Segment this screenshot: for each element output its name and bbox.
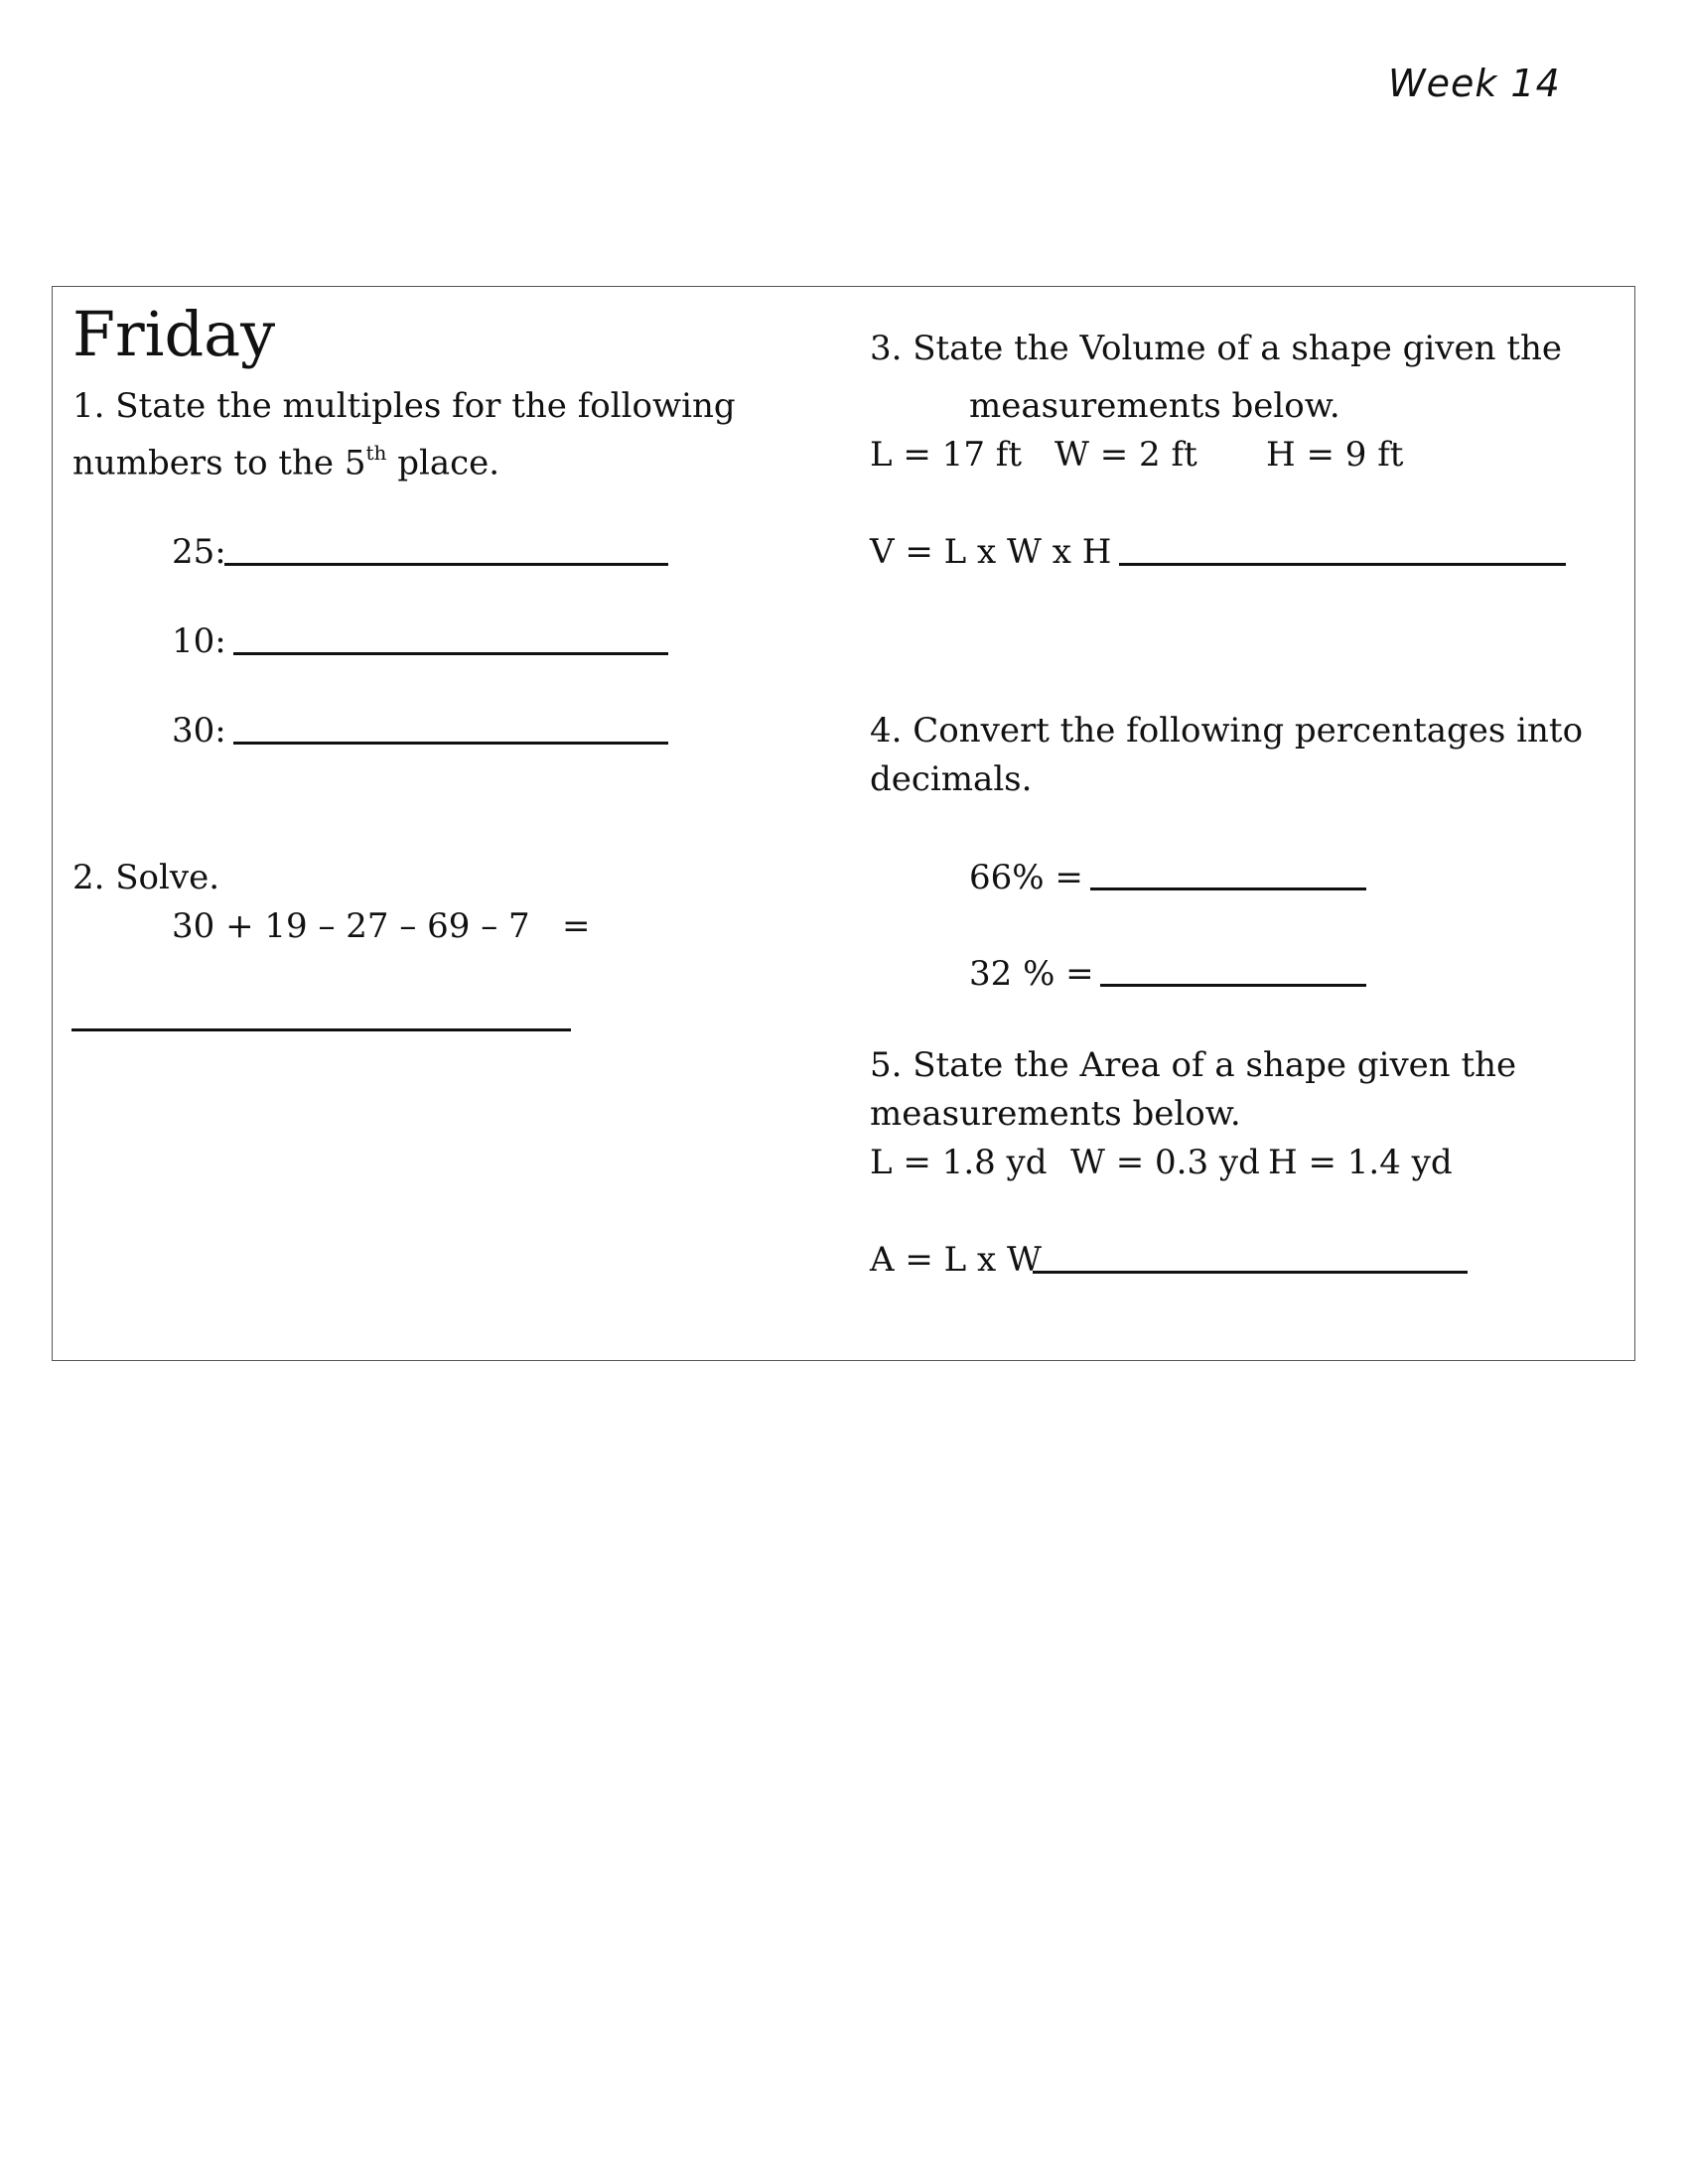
q3-formula: V = L x W x H (870, 532, 1112, 572)
q5-length: L = 1.8 yd (870, 1143, 1048, 1182)
q1-prompt-line2 (72, 431, 499, 487)
q5-formula: A = L x W (870, 1240, 1042, 1280)
q4-item-66-label: 66% = (969, 858, 1083, 897)
q5-width: W = 0.3 yd (1070, 1143, 1260, 1182)
q3-height: H = 9 ft (1266, 435, 1404, 475)
q1-item-10-label: 10: (172, 621, 226, 661)
q1-item-25-answer-line[interactable] (224, 563, 668, 566)
q2-answer-line[interactable] (71, 1028, 571, 1031)
q4-prompt-line2: decimals. (870, 759, 1033, 799)
q4-item-32-label: 32 % = (969, 954, 1094, 994)
q1-line2-sup: th (365, 441, 387, 465)
q1-item-10-answer-line[interactable] (233, 652, 668, 655)
q3-width: W = 2 ft (1055, 435, 1197, 475)
day-title: Friday (72, 298, 276, 370)
q1-line2-pre: numbers to the 5 (72, 443, 366, 483)
q1-line2-post: place. (386, 443, 500, 483)
week-label: Week 14 (1388, 62, 1561, 105)
q4-prompt-line1: 4. Convert the following percentages into (870, 711, 1584, 751)
q5-height: H = 1.4 yd (1268, 1143, 1453, 1182)
q3-prompt-line2: measurements below. (969, 386, 1340, 426)
q4-item-66-answer-line[interactable] (1090, 887, 1366, 890)
q5-answer-line[interactable] (1033, 1271, 1468, 1274)
q1-item-30-label: 30: (172, 711, 226, 751)
q1-prompt-line1: 1. State the multiples for the following (72, 386, 736, 426)
q1-item-25-label: 25: (172, 532, 226, 572)
q5-prompt-line2: measurements below. (870, 1094, 1241, 1134)
q4-item-32-answer-line[interactable] (1100, 984, 1366, 987)
q3-answer-line[interactable] (1119, 563, 1566, 566)
q1-item-30-answer-line[interactable] (233, 742, 668, 745)
q3-prompt-line1: 3. State the Volume of a shape given the (870, 329, 1562, 368)
q5-prompt-line1: 5. State the Area of a shape given the (870, 1045, 1517, 1085)
q3-length: L = 17 ft (870, 435, 1022, 475)
q2-prompt: 2. Solve. (72, 858, 220, 897)
q2-expression: 30 + 19 – 27 – 69 – 7 = (172, 906, 591, 946)
